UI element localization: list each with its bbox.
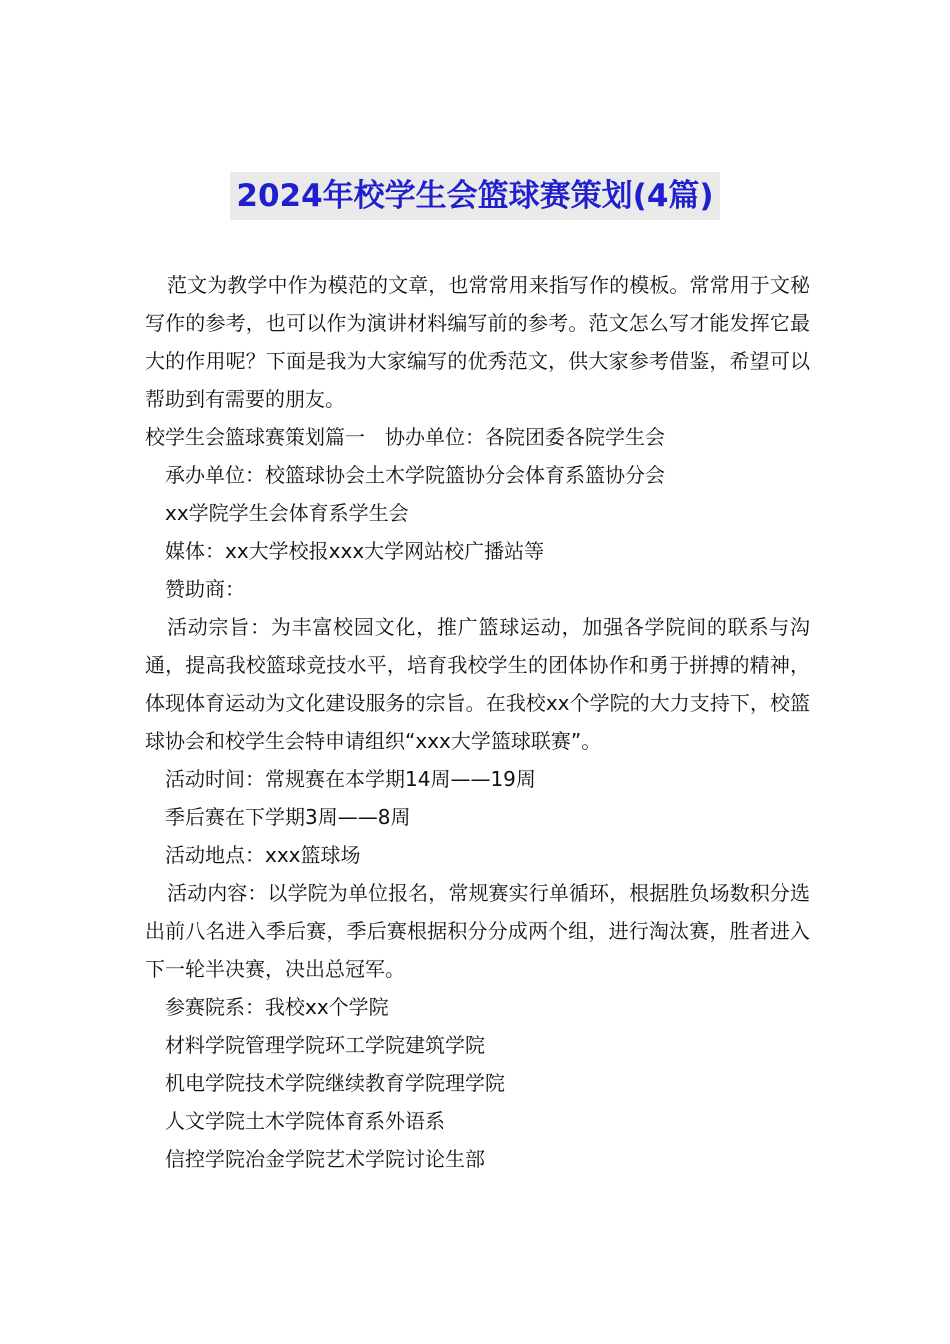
participants-line: 参赛院系：我校xx个学院 bbox=[165, 995, 389, 1019]
host-continued-line: xx学院学生会体育系学生会 bbox=[165, 501, 409, 525]
college-line: 信控学院冶金学院艺术学院讨论生部 bbox=[165, 1147, 485, 1171]
college-line: 人文学院土木学院体育系外语系 bbox=[165, 1109, 445, 1133]
document-title: 2024年校学生会篮球赛策划(4篇) bbox=[230, 172, 719, 220]
time-continued-line: 季后赛在下学期3周——8周 bbox=[165, 805, 411, 829]
college-line: 机电学院技术学院继续教育学院理学院 bbox=[165, 1071, 505, 1095]
time-line: 活动时间：常规赛在本学期14周——19周 bbox=[165, 767, 536, 791]
purpose-paragraph: 活动宗旨：为丰富校园文化，推广篮球运动，加强各学院间的联系与沟通，提高我校篮球竞技水平，培育我校学生的团体协作和勇于拼搏的精神，体现体育运动为文化建设服务的宗旨。在我校xx个学院的大力支持下，校篮球协会和校学生会特申请组织“xxx大学篮球联赛”。 bbox=[145, 615, 810, 753]
section-heading: 校学生会篮球赛策划篇一 协办单位：各院团委各院学生会 bbox=[145, 425, 665, 449]
media-line: 媒体：xx大学校报xxx大学网站校广播站等 bbox=[165, 539, 545, 563]
intro-paragraph: 范文为教学中作为模范的文章，也常常用来指写作的模板。常常用于文秘写作的参考，也可以作为演讲材料编写前的参考。范文怎么写才能发挥它最大的作用呢？下面是我为大家编写的优秀范文，供大家参考借鉴，希望可以帮助到有需要的朋友。 bbox=[145, 273, 810, 411]
host-line: 承办单位：校篮球协会土木学院篮协分会体育系篮协分会 bbox=[165, 463, 665, 487]
place-line: 活动地点：xxx篮球场 bbox=[165, 843, 361, 867]
document-body bbox=[145, 266, 810, 1178]
college-line: 材料学院管理学院环工学院建筑学院 bbox=[165, 1033, 485, 1057]
sponsor-line: 赞助商： bbox=[165, 577, 245, 601]
title-wrap bbox=[0, 172, 950, 220]
content-paragraph: 活动内容：以学院为单位报名，常规赛实行单循环，根据胜负场数积分选出前八名进入季后赛，季后赛根据积分分成两个组，进行淘汰赛，胜者进入下一轮半决赛，决出总冠军。 bbox=[145, 881, 810, 981]
